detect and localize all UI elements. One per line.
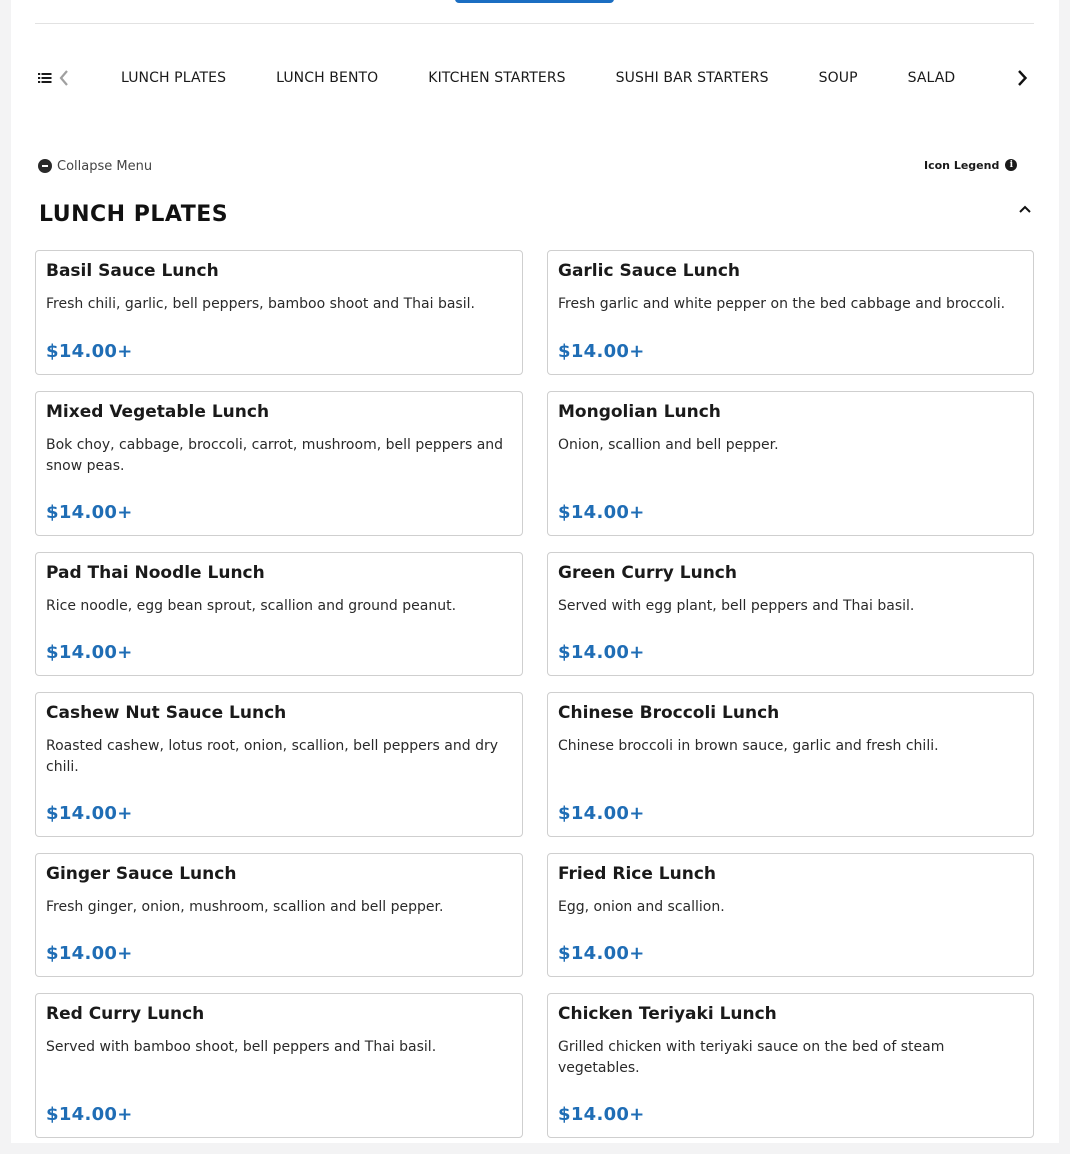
item-name: Chinese Broccoli Lunch — [558, 703, 780, 723]
item-price: $14.00+ — [558, 502, 645, 523]
chevron-left-icon[interactable] — [57, 68, 71, 88]
item-name: Red Curry Lunch — [46, 1004, 205, 1024]
tab-sushi-bar-starters[interactable]: SUSHI BAR STARTERS — [615, 70, 769, 86]
info-icon: i — [1005, 159, 1017, 171]
menu-item-card[interactable] — [547, 692, 1034, 837]
menu-item-card[interactable] — [547, 391, 1034, 536]
menu-item-card[interactable] — [35, 250, 523, 375]
icon-legend-label: Icon Legend — [924, 158, 1000, 172]
menu-item-card[interactable] — [547, 853, 1034, 977]
item-name: Mongolian Lunch — [558, 402, 721, 422]
item-name: Chicken Teriyaki Lunch — [558, 1004, 777, 1024]
menu-item-card[interactable] — [35, 552, 523, 676]
tab-lunch-bento[interactable]: LUNCH BENTO — [276, 70, 379, 86]
item-description: Served with egg plant, bell peppers and Thai basil. — [558, 598, 915, 614]
item-description: Fresh ginger, onion, mushroom, scallion and bell pepper. — [46, 899, 444, 915]
category-tabs — [121, 58, 1001, 98]
item-name: Green Curry Lunch — [558, 563, 737, 583]
item-price: $14.00+ — [558, 803, 645, 824]
menu-item-card[interactable] — [35, 853, 523, 977]
collapse-menu-button[interactable] — [38, 157, 152, 175]
menu-item-card[interactable] — [35, 993, 523, 1138]
item-price: $14.00+ — [558, 943, 645, 964]
item-price: $14.00+ — [46, 943, 133, 964]
menu-item-card[interactable] — [547, 250, 1034, 375]
item-price: $14.00+ — [46, 502, 133, 523]
menu-item-card[interactable] — [35, 692, 523, 837]
menu-items-grid — [35, 250, 1034, 1154]
item-name: Fried Rice Lunch — [558, 864, 717, 884]
item-price: $14.00+ — [46, 341, 133, 362]
item-name: Mixed Vegetable Lunch — [46, 402, 270, 422]
tab-lunch-plates[interactable]: LUNCH PLATES — [121, 70, 227, 86]
item-price: $14.00+ — [46, 803, 133, 824]
item-price: $14.00+ — [558, 642, 645, 663]
menu-item-card[interactable] — [547, 993, 1034, 1138]
category-nav — [35, 58, 1034, 98]
item-price: $14.00+ — [558, 341, 645, 362]
item-description: Grilled chicken with teriyaki sauce on the bed of steam vegetables. — [558, 1039, 945, 1076]
collapse-menu-label: Collapse Menu — [57, 158, 153, 174]
item-price: $14.00+ — [558, 1104, 645, 1125]
top-bar — [35, 0, 1034, 24]
tab-salad[interactable]: SALAD — [907, 70, 956, 86]
chevron-right-icon[interactable] — [1013, 68, 1031, 88]
item-name: Ginger Sauce Lunch — [46, 864, 237, 884]
tab-kitchen-starters[interactable]: KITCHEN STARTERS — [428, 70, 566, 86]
item-description: Bok choy, cabbage, broccoli, carrot, mushroom, bell peppers and snow peas. — [46, 437, 504, 474]
item-description: Served with bamboo shoot, bell peppers and Thai basil. — [46, 1039, 437, 1055]
list-icon[interactable] — [37, 70, 53, 86]
item-name: Cashew Nut Sauce Lunch — [46, 703, 287, 723]
item-name: Basil Sauce Lunch — [46, 261, 219, 281]
tab-soup[interactable]: SOUP — [818, 70, 858, 86]
icon-legend-button[interactable] — [924, 157, 1017, 173]
order-button[interactable] — [455, 0, 614, 3]
item-description: Egg, onion and scallion. — [558, 899, 725, 915]
item-description: Roasted cashew, lotus root, onion, scallion, bell peppers and dry chili. — [46, 738, 498, 775]
item-description: Fresh garlic and white pepper on the bed cabbage and broccoli. — [558, 296, 1006, 312]
item-price: $14.00+ — [46, 642, 133, 663]
menu-item-card[interactable] — [547, 552, 1034, 676]
item-description: Rice noodle, egg bean sprout, scallion and ground peanut. — [46, 598, 457, 614]
item-name: Pad Thai Noodle Lunch — [46, 563, 265, 583]
item-description: Fresh chili, garlic, bell peppers, bamboo shoot and Thai basil. — [46, 296, 475, 312]
item-description: Onion, scallion and bell pepper. — [558, 437, 779, 453]
item-price: $14.00+ — [46, 1104, 133, 1125]
item-description: Chinese broccoli in brown sauce, garlic and fresh chili. — [558, 738, 939, 754]
chevron-up-icon[interactable] — [1017, 202, 1033, 216]
item-name: Garlic Sauce Lunch — [558, 261, 741, 281]
section-title: LUNCH PLATES — [39, 202, 229, 227]
minus-circle-icon — [38, 159, 52, 173]
menu-page — [11, 0, 1059, 1143]
menu-item-card[interactable] — [35, 391, 523, 536]
